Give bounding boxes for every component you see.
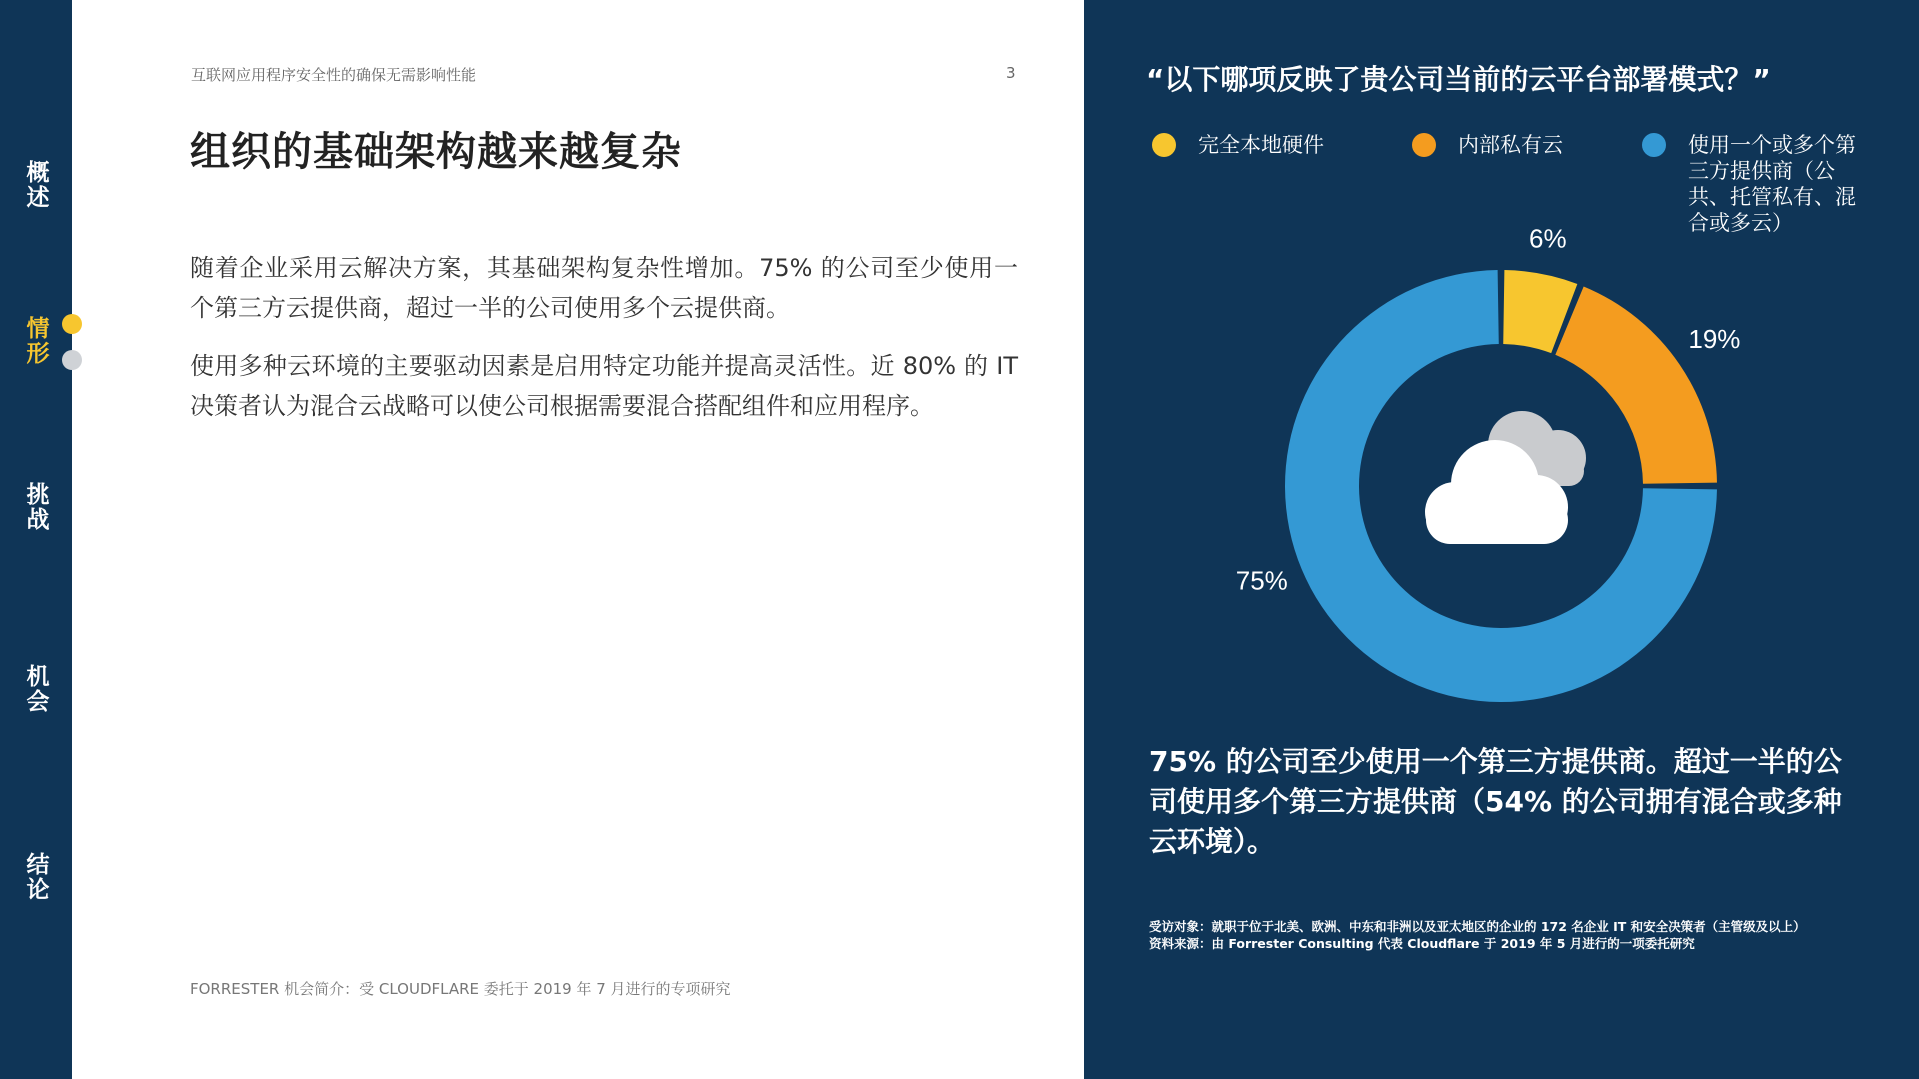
legend-item [1152, 132, 1324, 158]
body-paragraph-1: 随着企业采用云解决方案，其基础架构复杂性增加。75% 的公司至少使用一个第三方云提供商，超过一半的公司使用多个云提供商。 [190, 254, 1018, 322]
legend-label: 内部私有云 [1458, 133, 1563, 157]
summary-highlight: 75% [1149, 745, 1217, 778]
page-title: 组织的基础架构越来越复杂 [190, 129, 682, 175]
chart-summary [1149, 742, 1869, 862]
sidebar [0, 0, 72, 1079]
donut-slice-label: 19% [1688, 323, 1741, 354]
page-indicator-current[interactable] [62, 314, 82, 334]
chart-panel [1084, 0, 1919, 1079]
source-notes [1149, 918, 1889, 952]
donut-slice-label: 75% [1235, 565, 1288, 596]
sidebar-item-conclusion[interactable] [0, 832, 72, 922]
legend-label: 使用一个或多个第三方提供商（公共、托管私有、混合或多云） [1688, 133, 1856, 235]
respondents-note: 受访对象：就职于位于北美、欧洲、中东和非洲以及亚太地区的企业的 172 名企业 IT 和安全决策者（主管级及以上） [1149, 919, 1806, 934]
summary-highlight: 54% [1485, 785, 1553, 818]
running-head: 互联网应用程序安全性的确保无需影响性能 [191, 66, 477, 84]
summary-text: 的公司拥有混合或多种云环境）。 [1149, 785, 1842, 858]
sidebar-item-situation[interactable] [0, 296, 72, 386]
legend-swatch [1152, 133, 1176, 157]
page-indicator-next[interactable] [62, 350, 82, 370]
donut-chart [1084, 220, 1919, 720]
sidebar-item-challenge[interactable] [0, 462, 72, 552]
cloud-icon [1425, 411, 1586, 544]
legend-item [1412, 132, 1563, 158]
legend-swatch [1412, 133, 1436, 157]
summary-text: 的公司至少使用一个第三方提供商。超过一半的公司使用多个第三方提供商（ [1149, 745, 1842, 818]
survey-question: “以下哪项反映了贵公司当前的云平台部署模式？” [1146, 63, 1771, 96]
sidebar-item-label: 机会 [22, 664, 49, 714]
body-paragraph-2: 使用多种云环境的主要驱动因素是启用特定功能并提高灵活性。近 80% 的 IT 决策者认为混合云战略可以使公司根据需要混合搭配组件和应用程序。 [190, 352, 1018, 420]
sidebar-item-overview[interactable] [0, 140, 72, 230]
legend-swatch [1642, 133, 1666, 157]
donut-slice-label: 6% [1529, 223, 1567, 254]
sidebar-item-label: 结论 [22, 852, 49, 902]
page-number: 3 [1006, 64, 1016, 82]
page-footer: FORRESTER 机会简介：受 CLOUDFLARE 委托于 2019 年 7 月进行的专项研究 [190, 980, 731, 998]
sidebar-item-label: 情形 [22, 316, 49, 366]
sidebar-item-label: 概述 [22, 160, 49, 210]
sidebar-item-label: 挑战 [22, 482, 49, 532]
source-note: 资料来源：由 Forrester Consulting 代表 Cloudflare 于 2019 年 5 月进行的一项委托研究 [1149, 936, 1695, 951]
legend-label: 完全本地硬件 [1198, 133, 1324, 157]
sidebar-item-opportunity[interactable] [0, 644, 72, 734]
